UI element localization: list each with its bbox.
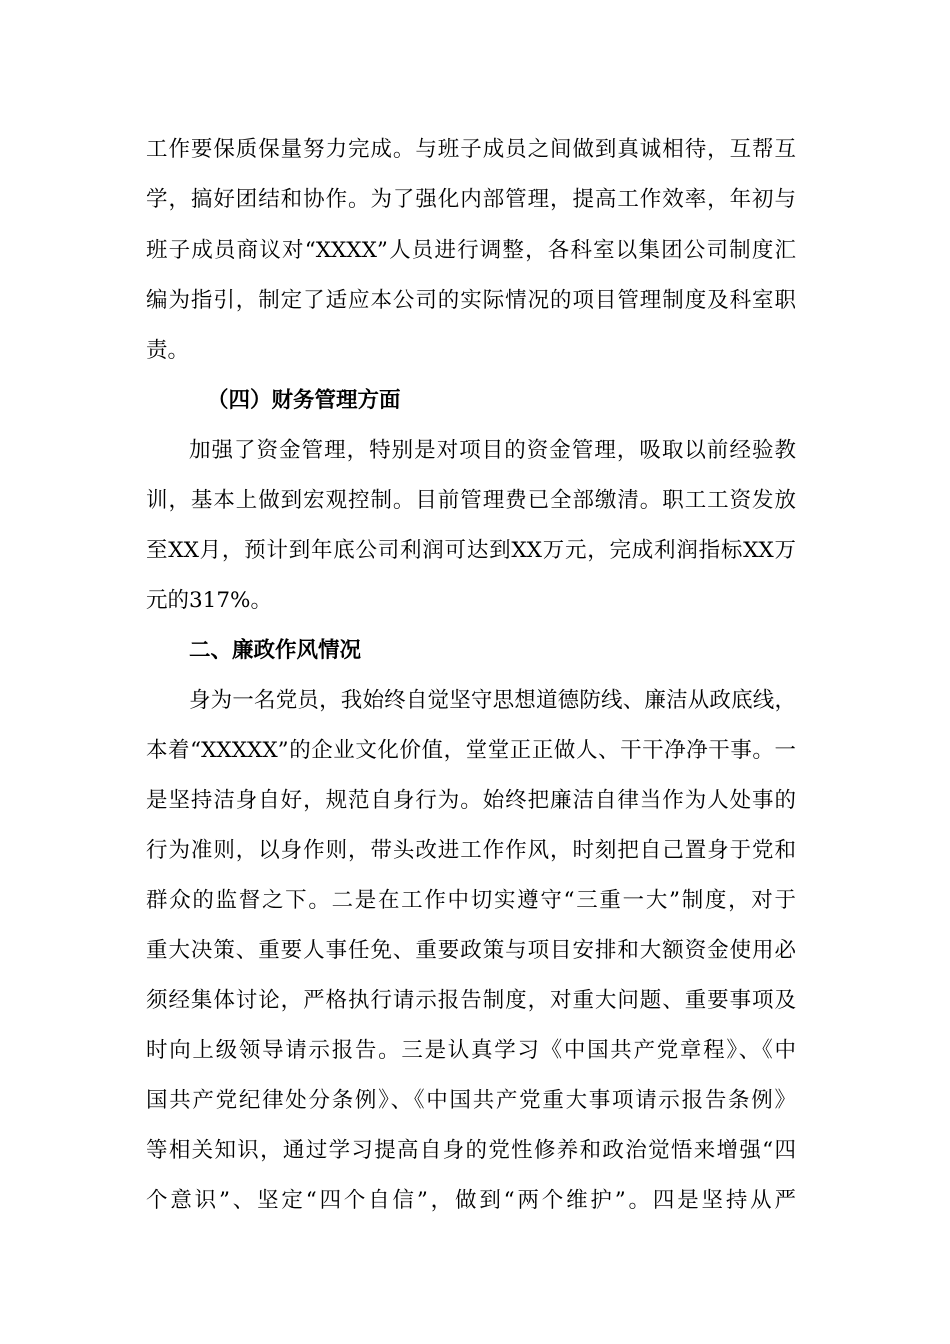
paragraph-line: 工作要保质保量努力完成。与班子成员之间做到真诚相待，互帮互 xyxy=(146,137,796,162)
paragraph-line: 加强了资金管理，特别是对项目的资金管理，吸取以前经验教 xyxy=(189,438,796,463)
paragraph-line: 责。 xyxy=(146,338,190,363)
section-heading-finance: （四）财务管理方面 xyxy=(207,388,401,413)
paragraph-line: 重大决策、重要人事任免、重要政策与项目安排和大额资金使用必 xyxy=(146,938,796,963)
paragraph-line: 行为准则，以身作则，带头改进工作作风，时刻把自己置身于党和 xyxy=(146,838,796,863)
paragraph-line: 本着“XXXXX”的企业文化价值，堂堂正正做人、干干净净干事。一 xyxy=(146,738,796,763)
paragraph-line: 国共产党纪律处分条例》、《中国共产党重大事项请示报告条例》 xyxy=(146,1088,796,1113)
paragraph-line: 群众的监督之下。二是在工作中切实遵守“三重一大”制度，对于 xyxy=(146,888,796,913)
paragraph-line: 身为一名党员，我始终自觉坚守思想道德防线、廉洁从政底线， xyxy=(189,688,796,713)
paragraph-line: 等相关知识，通过学习提高自身的党性修养和政治觉悟来增强“四 xyxy=(146,1138,796,1163)
paragraph-line: 须经集体讨论，严格执行请示报告制度，对重大问题、重要事项及 xyxy=(146,988,796,1013)
paragraph-line: 学，搞好团结和协作。为了强化内部管理，提高工作效率，年初与 xyxy=(146,187,796,212)
paragraph-line: 训，基本上做到宏观控制。目前管理费已全部缴清。职工工资发放 xyxy=(146,488,796,513)
paragraph-line: 元的317%。 xyxy=(146,588,272,613)
paragraph-line: 编为指引，制定了适应本公司的实际情况的项目管理制度及科室职 xyxy=(146,288,796,313)
paragraph-line: 个意识”、坚定“四个自信”，做到“两个维护”。四是坚持从严 xyxy=(146,1188,796,1213)
section-heading-integrity: 二、廉政作风情况 xyxy=(189,638,362,663)
paragraph-line: 时向上级领导请示报告。三是认真学习《中国共产党章程》、《中 xyxy=(146,1038,796,1063)
paragraph-line: 是坚持洁身自好，规范自身行为。始终把廉洁自律当作为人处事的 xyxy=(146,788,796,813)
paragraph-line: 班子成员商议对“XXXX”人员进行调整，各科室以集团公司制度汇 xyxy=(146,238,796,263)
paragraph-line: 至XX月，预计到年底公司利润可达到XX万元，完成利润指标XX万 xyxy=(146,538,796,563)
